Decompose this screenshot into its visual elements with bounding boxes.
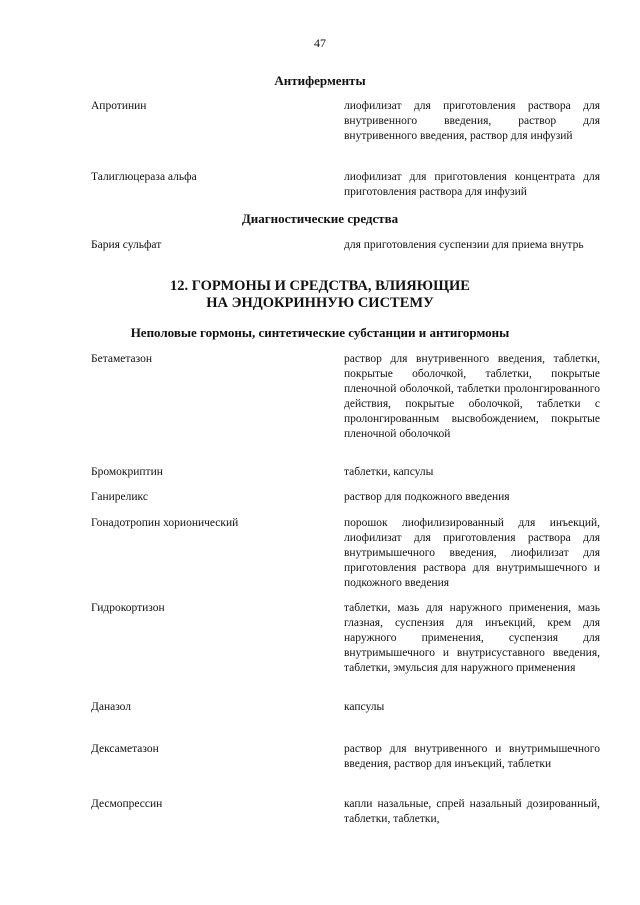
drug-form-bromocriptine: таблетки, капсулы [344, 466, 434, 478]
drug-name-betamethasone: Бетаметазон [91, 353, 153, 365]
drug-name-danazol: Даназол [91, 701, 132, 713]
drug-form-desmopressin: капли назальные, спрей назальный дозированный, таблетки, таблетки, [344, 798, 600, 825]
chapter-title-line-1: 12. ГОРМОНЫ И СРЕДСТВА, ВЛИЯЮЩИЕ [170, 278, 470, 294]
drug-form-barium-sulfate: для приготовления суспензии для приема внутрь [344, 239, 584, 251]
chapter-title-line-2: НА ЭНДОКРИННУЮ СИСТЕМУ [206, 295, 434, 311]
drug-form-taliglucerase: лиофилизат для приготовления концентрата для приготовления раствора для инфузий [344, 171, 600, 198]
drug-name-desmopressin: Десмопрессин [91, 798, 163, 810]
drug-form-ganirelix: раствор для подкожного введения [344, 491, 510, 503]
drug-form-aprotinin: лиофилизат для приготовления раствора для внутривенного введения, раствор для внутривенного введения, раствор для инфузий [344, 100, 600, 142]
drug-name-bromocriptine: Бромокриптин [91, 466, 163, 478]
section-title-antienzymes: Антиферменты [274, 73, 366, 88]
drug-name-taliglucerase: Талиглюцераза альфа [91, 171, 197, 183]
drug-name-barium-sulfate: Бария сульфат [91, 239, 162, 251]
drug-form-hydrocortisone: таблетки, мазь для наружного применения, мазь глазная, суспензия для инъекций, крем для наружного применения, суспензия для внутримышечного и внутрисуставного введения, таблетки, эмульсия для наружного применения [344, 602, 600, 674]
section-title-diagnostic: Диагностические средства [241, 211, 399, 226]
drug-form-betamethasone: раствор для внутривенного введения, таблетки, покрытые оболочкой, таблетки, покрытые пленочной оболочкой, таблетки пролонгированного действия, покрытые оболочкой, таблетки с пролонгированным высвобождением, покрытые пленочной оболочкой [344, 353, 600, 440]
page-number: 47 [314, 36, 326, 50]
drug-form-chorionic-gonadotropin: порошок лиофилизированный для инъекций, лиофилизат для приготовления раствора для внутримышечного введения, лиофилизат для приготовления раствора для внутримышечного и подкожного введения [344, 517, 600, 589]
drug-name-chorionic-gonadotropin: Гонадотропин хорионический [91, 517, 239, 529]
section-title-non-sex-hormones: Неполовые гормоны, синтетические субстанции и антигормоны [130, 325, 510, 340]
chapter-title [0, 278, 640, 312]
drug-form-dexamethasone: раствор для внутривенного и внутримышечного введения, раствор для инъекций, таблетки [344, 743, 600, 770]
drug-form-danazol: капсулы [344, 701, 385, 713]
drug-name-hydrocortisone: Гидрокортизон [91, 602, 165, 614]
drug-name-dexamethasone: Дексаметазон [91, 743, 159, 755]
drug-name-aprotinin: Апротинин [91, 100, 147, 112]
drug-name-ganirelix: Ганиреликс [91, 491, 148, 503]
